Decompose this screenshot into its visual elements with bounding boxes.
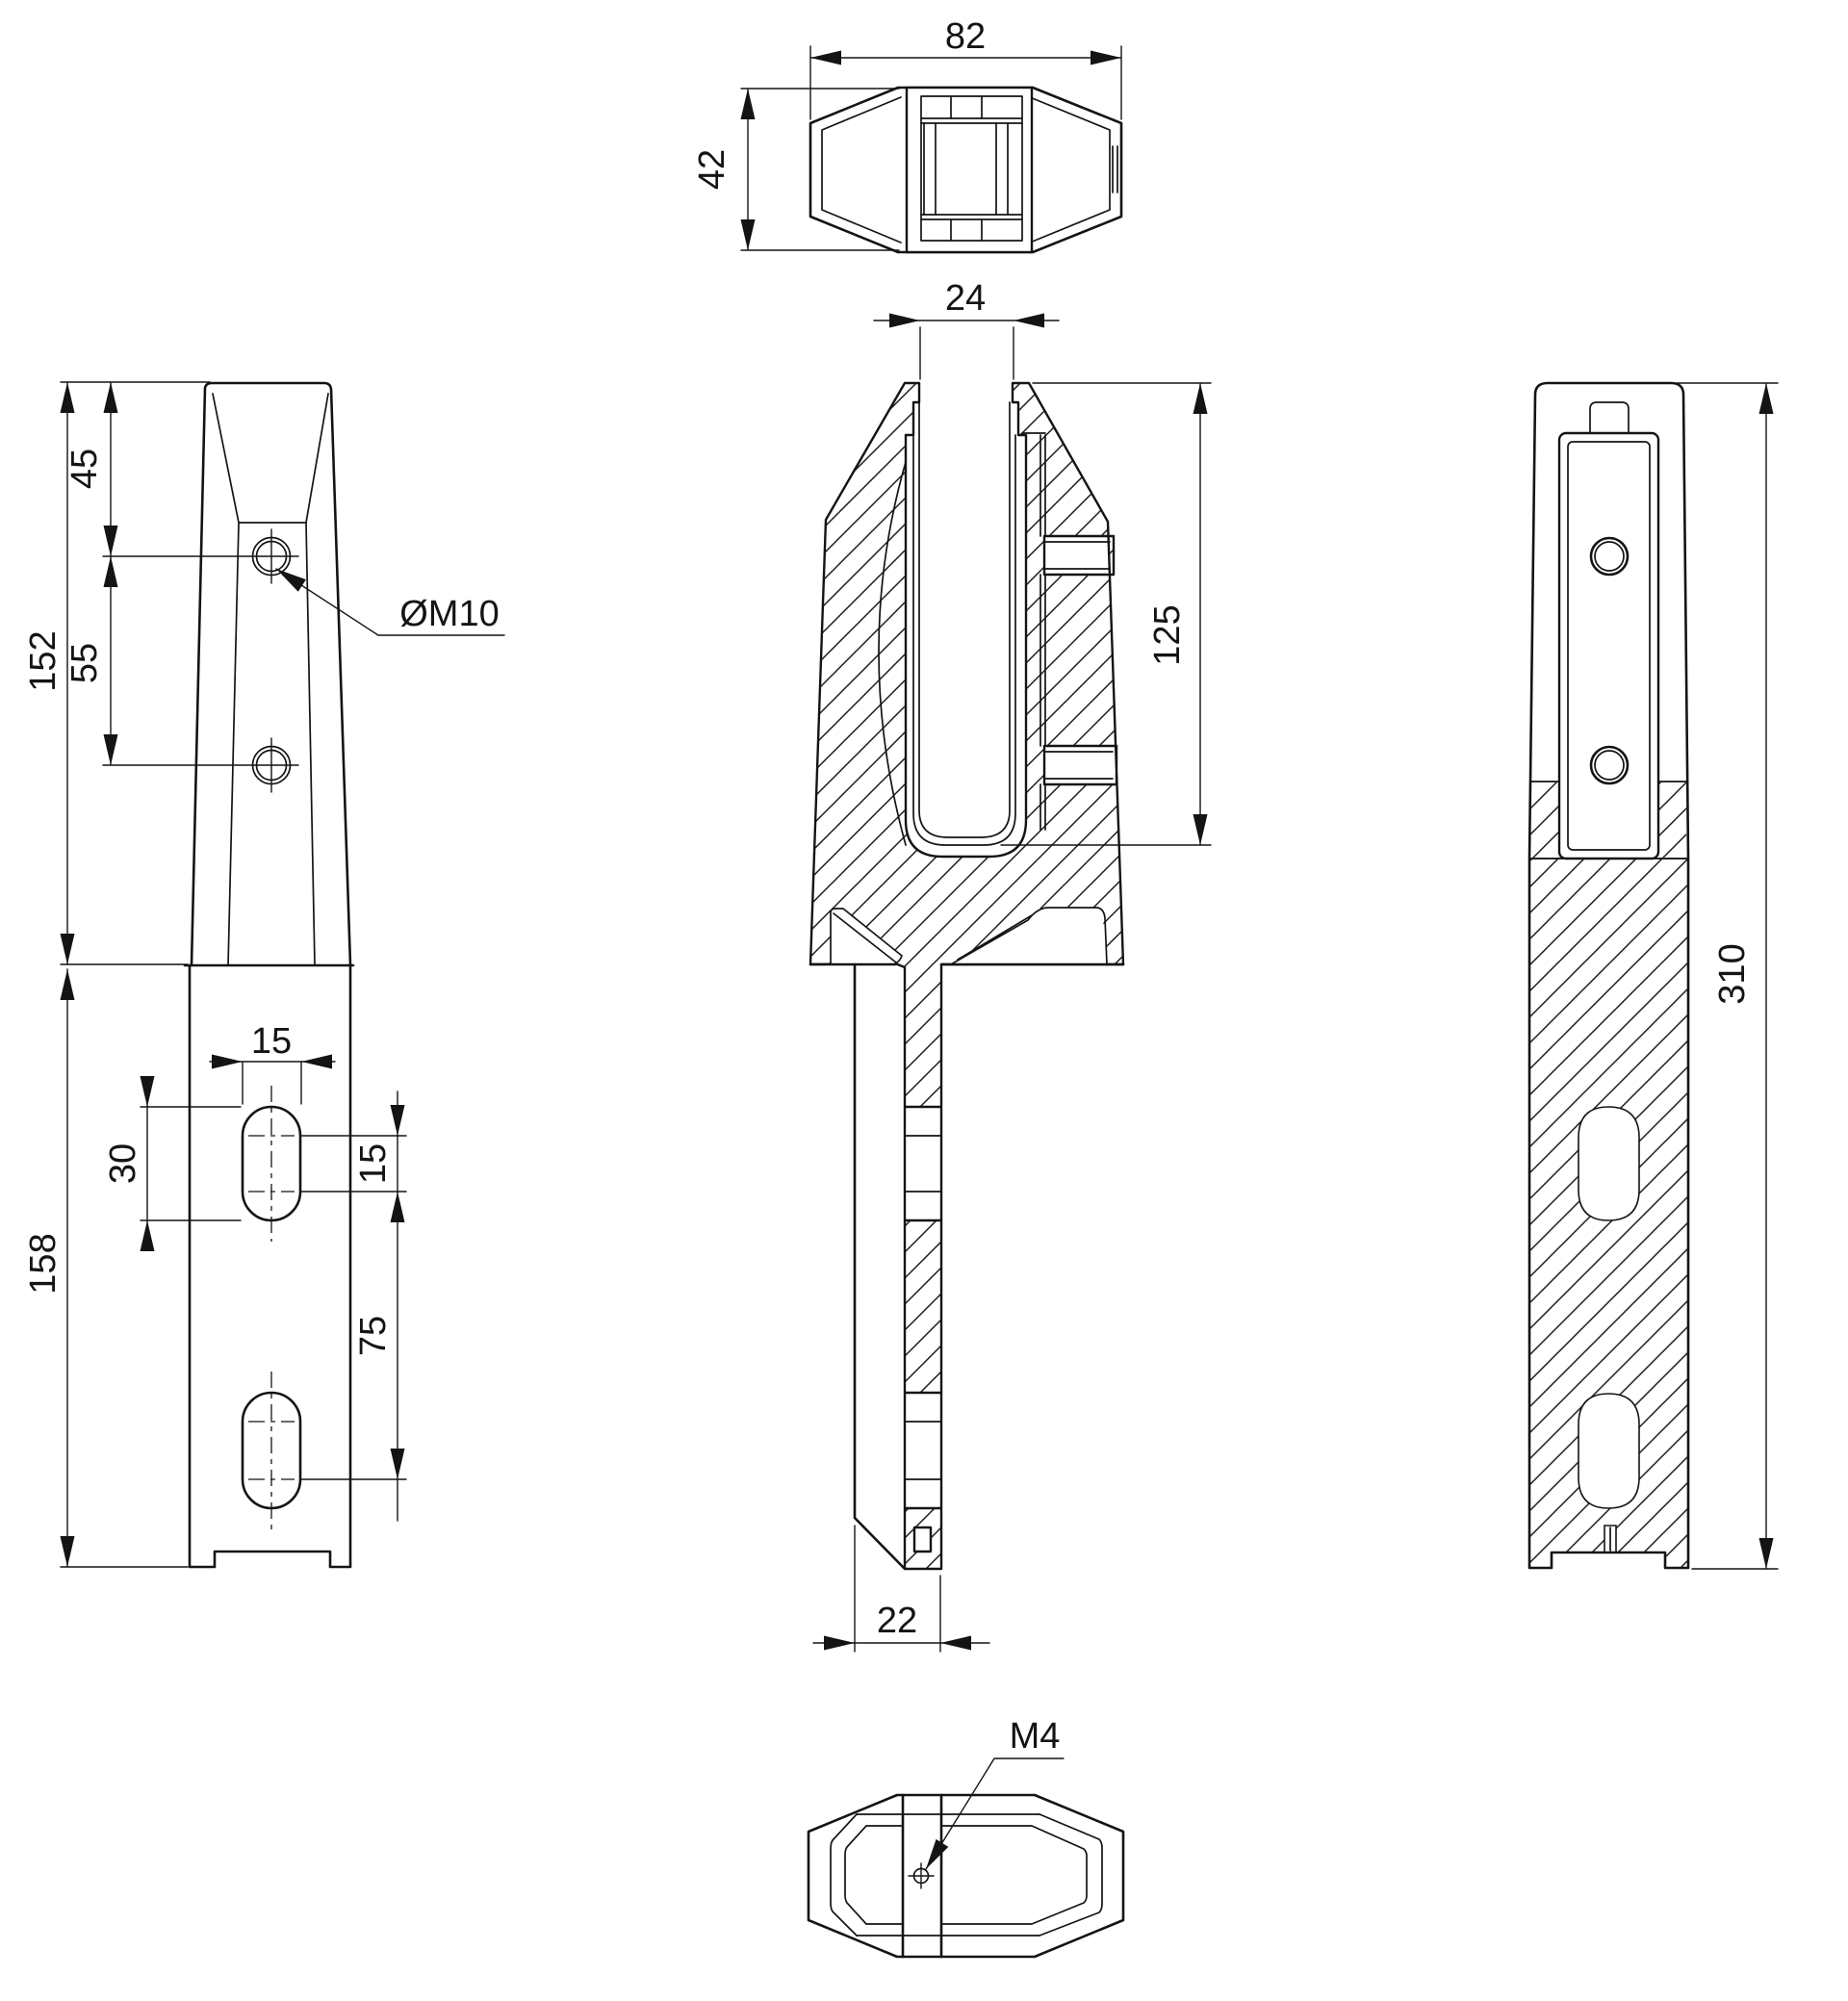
left-jaw-inner [845, 1826, 903, 1924]
dim-hole-spacing-label: 55 [64, 642, 105, 684]
dim-depth-label: 42 [692, 148, 732, 191]
left-jaw-outer [831, 1814, 857, 1936]
dim-slot-gap-label: 75 [353, 1315, 394, 1357]
right-view-top-tab [1590, 402, 1629, 433]
slot-centerlines [248, 1086, 295, 1529]
top-view-right-wing-chamfer [1030, 97, 1110, 243]
front-section-body [810, 383, 1123, 1569]
right-jaw-inner [941, 1826, 1087, 1924]
dim-stem-width-label: 22 [876, 1601, 918, 1641]
dim-slot-depth-label: 125 [1147, 604, 1188, 666]
dim-cap-height-label: 152 [23, 630, 64, 692]
right-view-hatch-body [1529, 859, 1688, 1568]
top-view-left-wing-chamfer [822, 97, 901, 243]
dim-glass-gap-label: 24 [944, 278, 987, 319]
top-view-end-ticks [1113, 146, 1117, 192]
top-view [692, 16, 1121, 252]
dim-slot-length-label: 30 [103, 1142, 143, 1185]
top-view-center-block [907, 88, 1032, 252]
hole-m4-centerlines [909, 1863, 934, 1888]
label-m10-thread: ØM10 [399, 594, 500, 634]
slot-liner-inner [919, 402, 1010, 837]
dim-total-height-label: 310 [1712, 943, 1753, 1005]
slot-liner-outer [913, 435, 1015, 845]
dim-width-label: 82 [944, 16, 987, 57]
left-side-view [23, 382, 504, 1567]
right-side-view [1529, 383, 1778, 1569]
stem-outer-edge [855, 964, 905, 1569]
dim-hole-offset-label: 45 [64, 448, 105, 490]
bottom-view [808, 1716, 1123, 1957]
dim-body-height-label: 158 [23, 1233, 64, 1295]
dim-slot-width-label: 15 [250, 1021, 293, 1062]
dim-slot-side-offset-label: 15 [353, 1142, 394, 1185]
label-m4-thread: M4 [1009, 1716, 1061, 1757]
pressure-plate [1559, 433, 1658, 859]
bottom-view-outline [808, 1795, 1123, 1957]
front-section-view [810, 278, 1211, 1652]
left-view-cone-lines [213, 394, 328, 523]
left-view-upper-outline [192, 383, 350, 965]
